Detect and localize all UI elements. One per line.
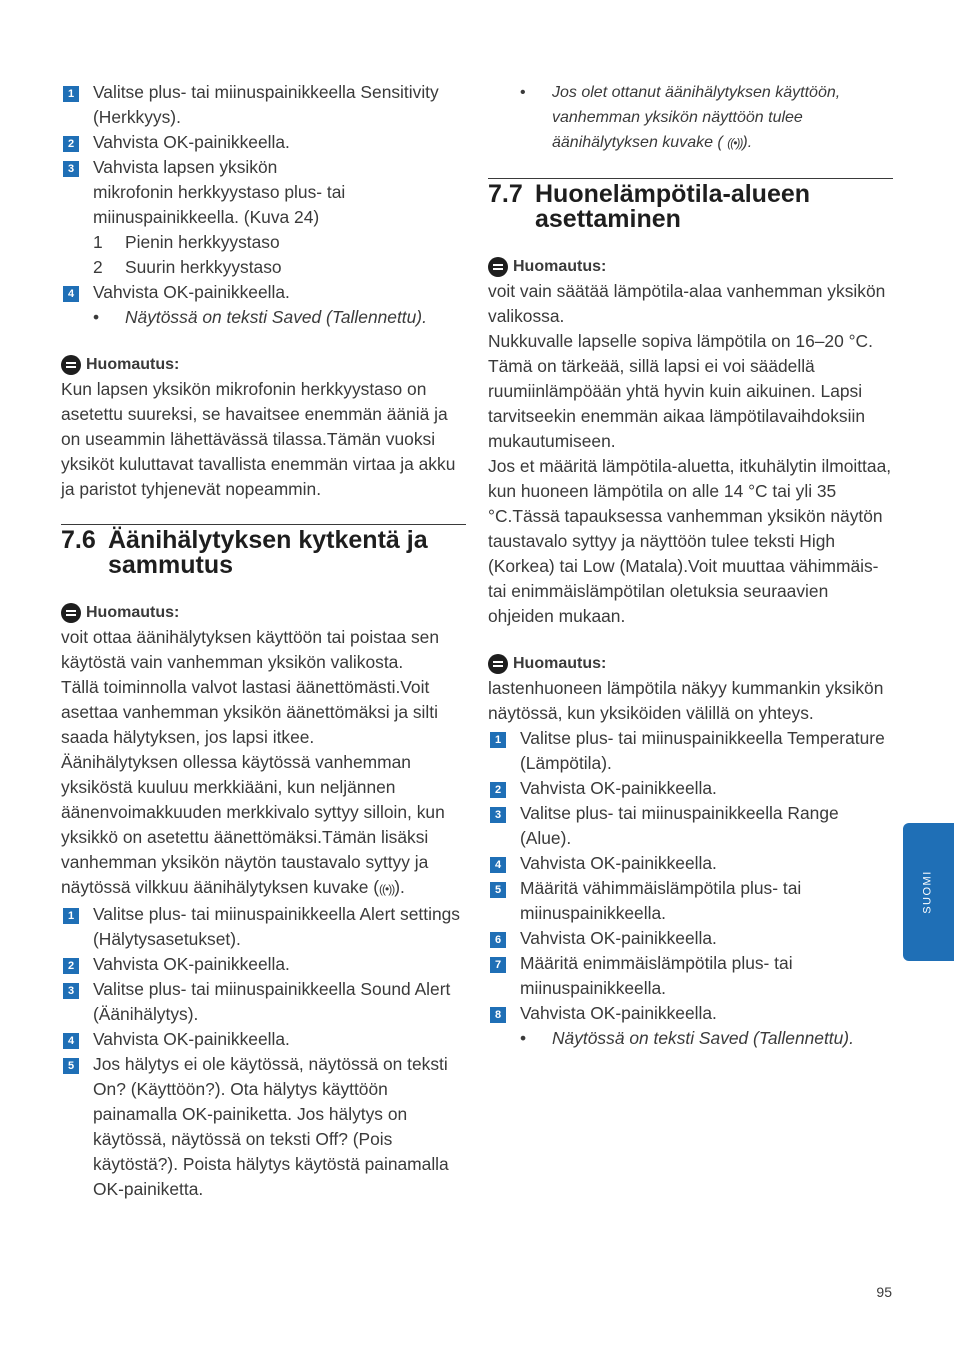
step-item bbox=[488, 876, 893, 926]
step-text: Vahvista OK-painikkeella. bbox=[93, 954, 290, 974]
step-text: Vahvista OK-painikkeella. bbox=[93, 132, 290, 152]
note-icon bbox=[488, 654, 508, 674]
step-number: 4 bbox=[490, 857, 506, 873]
step-number: 2 bbox=[63, 958, 79, 974]
section-heading-7-6 bbox=[61, 524, 466, 578]
page-number: 95 bbox=[876, 1284, 892, 1300]
note-text: voit ottaa äänihälytyksen käyttöön tai poistaa sen käytöstä vain vanhemman yksikön valikosta. bbox=[61, 627, 440, 672]
step-text: Vahvista OK-painikkeella. bbox=[520, 1003, 717, 1023]
bullet-text: Jos olet ottanut äänihälytyksen käyttöön, vanhemman yksikön näyttöön tulee äänihälytyksen kuvake ( bbox=[552, 84, 841, 151]
body-paragraph: Äänihälytyksen ollessa käytössä vanhemman yksiköstä kuuluu merkkiääni, kun neljännen äänenvoimakkuuden merkkivalo syttyy silloin, kun yksikkö on asetettu äänettömäksi.Tämän lisäksi vanhemman yksikön näytön taustavalo syttyy ja näytössä vilkkuu äänihälytyksen kuvake (((•))). bbox=[61, 752, 445, 897]
step-text: Vahvista OK-painikkeella. bbox=[520, 928, 717, 948]
step-item bbox=[488, 726, 893, 776]
note-heading bbox=[61, 352, 466, 377]
note-title: Huomautus: bbox=[86, 604, 180, 621]
step-text: Valitse plus- tai miinuspainikkeella Range (Alue). bbox=[520, 803, 839, 848]
section-number: 7.6 bbox=[61, 526, 96, 554]
note-icon bbox=[488, 257, 508, 277]
step-item bbox=[61, 952, 466, 977]
left-column bbox=[61, 80, 466, 1202]
step-number: 3 bbox=[63, 161, 79, 177]
bullet-item: • Näytössä on teksti Saved (Tallennettu). bbox=[520, 1028, 854, 1048]
language-label: SUOMI bbox=[921, 870, 934, 914]
step-item bbox=[61, 1052, 466, 1202]
step-item bbox=[61, 80, 466, 130]
step-text: Vahvista OK-painikkeella. bbox=[520, 778, 717, 798]
sub-item bbox=[61, 230, 466, 255]
sound-alert-icon: ((•)) bbox=[379, 882, 395, 896]
step-number: 3 bbox=[63, 983, 79, 999]
step-text: Valitse plus- tai miinuspainikkeella Alert settings (Hälytysasetukset). bbox=[93, 904, 460, 949]
step-number: 2 bbox=[490, 782, 506, 798]
step-item bbox=[488, 951, 893, 1001]
step-number: 2 bbox=[63, 136, 79, 152]
note-heading bbox=[488, 651, 893, 676]
step-number: 4 bbox=[63, 286, 79, 302]
step-number: 8 bbox=[490, 1007, 506, 1023]
note-icon bbox=[61, 603, 81, 623]
step-text: Valitse plus- tai miinuspainikkeella Temperature (Lämpötila). bbox=[520, 728, 885, 773]
sub-item-number: 2 bbox=[93, 257, 103, 277]
step-item bbox=[61, 977, 466, 1027]
bullet-item: • Näytössä on teksti Saved (Tallennettu). bbox=[93, 307, 427, 327]
step-text: Määritä vähimmäislämpötila plus- tai miinuspainikkeella. bbox=[520, 878, 802, 923]
step-text: Vahvista OK-painikkeella. bbox=[93, 1029, 290, 1049]
step-number: 1 bbox=[63, 908, 79, 924]
step-number: 1 bbox=[490, 732, 506, 748]
step-number: 4 bbox=[63, 1033, 79, 1049]
step-item bbox=[61, 155, 466, 230]
step-text: Jos hälytys ei ole käytössä, näytössä on teksti On? (Käyttöön?). Ota hälytys käyttöön painamalla OK-painiketta. Jos hälytys on käytössä, näytössä on teksti Off? (Pois käytöstä?). Poista hälytys käytöstä painamalla OK-painiketta. bbox=[93, 1054, 449, 1199]
sub-item-text: Suurin herkkyystaso bbox=[125, 257, 282, 277]
note-title: Huomautus: bbox=[513, 655, 607, 672]
step-item bbox=[488, 801, 893, 851]
sound-alert-icon: ((•)) bbox=[727, 136, 743, 150]
note-text: lastenhuoneen lämpötila näkyy kummankin yksikön näytössä, kun yksiköiden välillä on yhteys. bbox=[488, 678, 884, 723]
section-heading-7-7 bbox=[488, 178, 893, 232]
step-item bbox=[61, 1027, 466, 1052]
note-text: Kun lapsen yksikön mikrofonin herkkyystaso on asetettu suureksi, se havaitsee enemmän ääniä ja on useammin lähettävässä tilassa.Tämän vuoksi yksiköt kuluttavat tavallista enemmän virtaa ja akku ja paristot tyhjenevät nopeammin. bbox=[61, 379, 456, 499]
sub-item-text: Pienin herkkyystaso bbox=[125, 232, 280, 252]
note-title: Huomautus: bbox=[513, 258, 607, 275]
step-text: Vahvista OK-painikkeella. bbox=[93, 282, 290, 302]
note-heading bbox=[61, 600, 466, 625]
step-text: Vahvista OK-painikkeella. bbox=[520, 853, 717, 873]
section-title: Äänihälytyksen kytkentä ja sammutus bbox=[108, 526, 428, 579]
body-paragraph: Nukkuvalle lapselle sopiva lämpötila on 16–20 °C. Tämä on tärkeää, sillä lapsi ei voi säädellä ruumiinlämpöään yhtä hyvin kuin aikuinen. Lapsi tarvitseekin enemmän aikaa lämpötilavaihdoksiin mukautumiseen. bbox=[488, 331, 873, 451]
body-paragraph: Tällä toiminnolla valvot lastasi äänettömästi.Voit asettaa vanhemman yksikön äänettömäksi ja silti saada hälytyksen, jos lapsi itkee. bbox=[61, 677, 438, 747]
note-heading bbox=[488, 254, 893, 279]
note-text: voit vain säätää lämpötila-alaa vanhemman yksikön valikossa. bbox=[488, 281, 886, 326]
section-title: Huonelämpötila-alueen asettaminen bbox=[535, 180, 811, 233]
step-number: 6 bbox=[490, 932, 506, 948]
note-title: Huomautus: bbox=[86, 356, 180, 373]
step-item bbox=[488, 926, 893, 951]
step-number: 5 bbox=[490, 882, 506, 898]
step-number: 7 bbox=[490, 957, 506, 973]
note-icon bbox=[61, 355, 81, 375]
step-item bbox=[61, 902, 466, 952]
step-item bbox=[61, 130, 466, 155]
step-number: 1 bbox=[63, 86, 79, 102]
step-item bbox=[488, 776, 893, 801]
language-side-tab bbox=[903, 823, 954, 961]
bullet-text: Näytössä on teksti Saved (Tallennettu). bbox=[125, 307, 427, 327]
step-number: 5 bbox=[63, 1058, 79, 1074]
step-number: 3 bbox=[490, 807, 506, 823]
section-number: 7.7 bbox=[488, 180, 523, 208]
step-text: Valitse plus- tai miinuspainikkeella Sound Alert (Äänihälytys). bbox=[93, 979, 451, 1024]
step-item bbox=[488, 1001, 893, 1026]
bullet-item: • Jos olet ottanut äänihälytyksen käyttöön, vanhemman yksikön näyttöön tulee äänihälytyksen kuvake ( ((•))). bbox=[520, 84, 841, 151]
step-text: Vahvista lapsen yksikön mikrofonin herkkyystaso plus- tai miinuspainikkeella. (Kuva 24) bbox=[93, 157, 346, 227]
step-item bbox=[488, 851, 893, 876]
bullet-text: Näytössä on teksti Saved (Tallennettu). bbox=[552, 1028, 854, 1048]
right-column bbox=[488, 80, 893, 1051]
sub-item bbox=[61, 255, 466, 280]
body-paragraph: Jos et määritä lämpötila-aluetta, itkuhälytin ilmoittaa, kun huoneen lämpötila on alle 14 °C tai yli 35 °C.Tässä tapauksessa vanhemman yksikön näytön taustavalo syttyy ja näyttöön tulee teksti High (Korkea) tai Low (Matala).Voit muuttaa vähimmäis- tai enimmäislämpötilan oletuksia seuraavien ohjeiden mukaan. bbox=[488, 456, 892, 626]
sub-item-number: 1 bbox=[93, 232, 103, 252]
step-text: Valitse plus- tai miinuspainikkeella Sensitivity (Herkkyys). bbox=[93, 82, 439, 127]
step-item bbox=[61, 280, 466, 305]
step-text: Määritä enimmäislämpötila plus- tai miinuspainikkeella. bbox=[520, 953, 793, 998]
